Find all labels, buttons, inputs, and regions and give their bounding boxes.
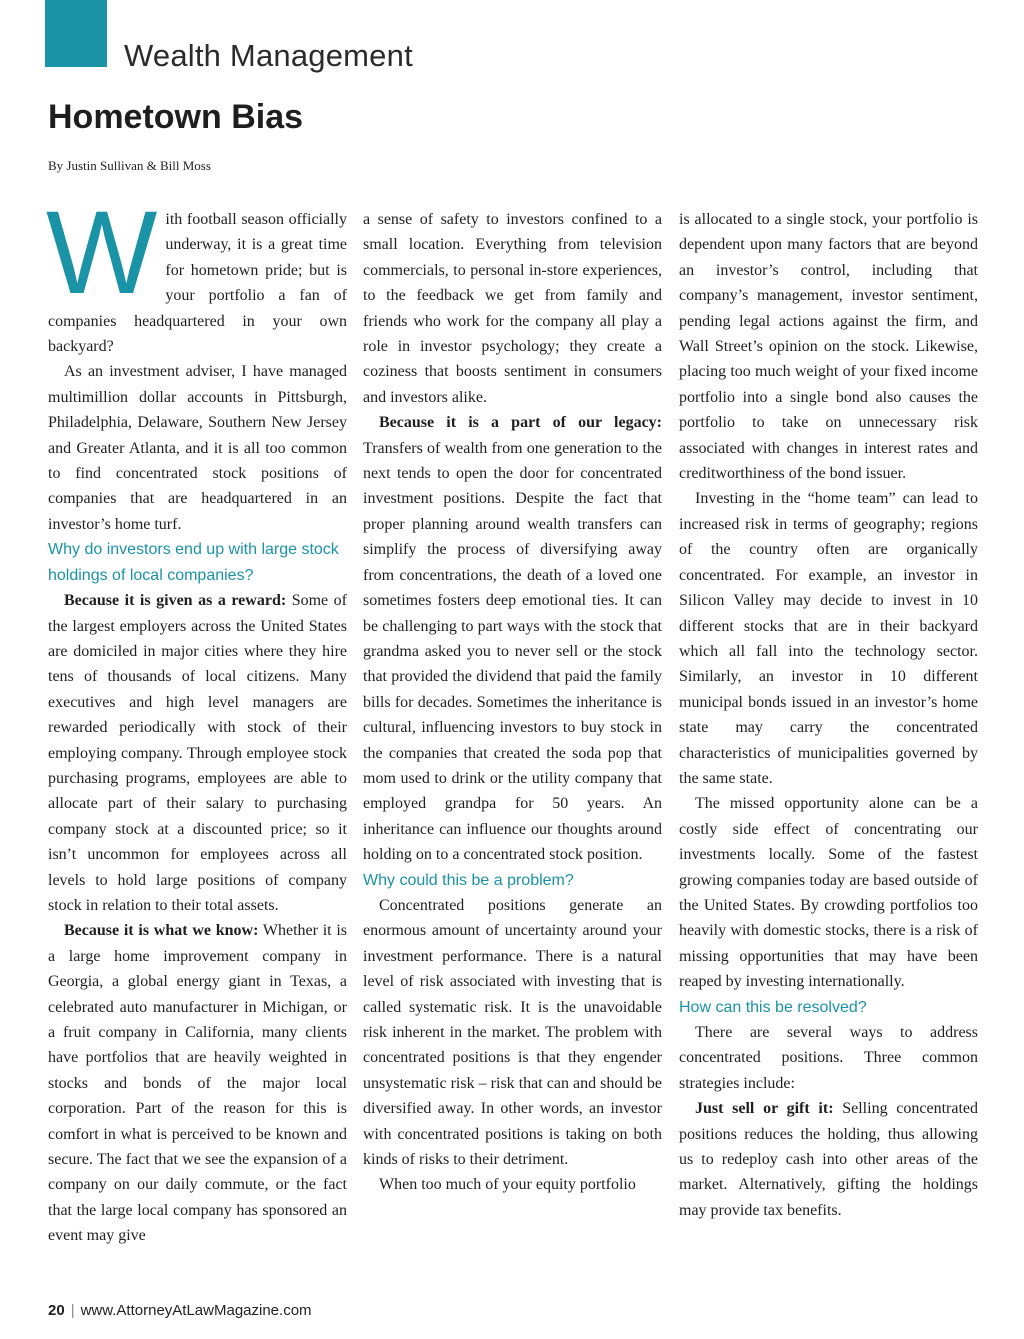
paragraph-lead: Because it is a part of our legacy: bbox=[379, 414, 662, 432]
paragraph-lead: Just sell or gift it: bbox=[695, 1100, 834, 1118]
paragraph-text: Transfers of wealth from one generation to the next tends to open the door for concentrated investment positions. Despite the fact that proper planning around wealth transfers can simplify the process of diversifying away from concentrations, the death of a loved one sometimes fosters deep emotional ties. It can be challenging to part ways with the stock that grandma asked you to never sell or the stock that provided the dividend that paid the family bills for decades. Sometimes the inheritance is cultural, influencing investors to buy stock in the companies that created the soda pop that mom used to drink or the utility company that employed grandpa for 50 years. An inheritance can influence our thoughts around holding on to a concentrated stock position. bbox=[363, 439, 662, 864]
paragraph bbox=[48, 588, 347, 918]
paragraph: is allocated to a single stock, your portfolio is dependent upon many factors that are beyond an investor’s control, including that company’s management, investor sentiment, pending legal actions against the firm, and Wall Street’s opinion on the stock. Likewise, placing too much weight of your fixed income portfolio into a single bond also causes the portfolio to take on unnecessary risk associated with changes in interest rates and creditworthiness of the bond issuer. bbox=[679, 211, 978, 483]
section-label: Wealth Management bbox=[124, 38, 413, 73]
byline: By Justin Sullivan & Bill Moss bbox=[48, 158, 211, 173]
article-title: Hometown Bias bbox=[48, 98, 304, 136]
paragraph: The missed opportunity alone can be a costly side effect of concentrating our investments locally. Some of the fastest growing companies today are based outside of the United States. By crowding portfolios too heavily with domestic stocks, there is a risk of missing opportunities that may have been reaped by investing internationally. bbox=[679, 795, 978, 991]
paragraph bbox=[48, 918, 347, 1248]
section-color-tab bbox=[45, 0, 107, 67]
paragraph: a sense of safety to investors confined to a small location. Everything from television commercials, to personal in-store experiences, to the feedback we get from family and friends who work for the company all play a role in investor psychology; they create a coziness that boosts sentiment in consumers and investors alike. bbox=[363, 211, 662, 406]
paragraph: Investing in the “home team” can lead to increased risk in terms of geography; regions of the country often are organically concentrated. For example, an investor in Silicon Valley may decide to invest in 10 different stocks that are in their backyard which all fall into the technology sector. Similarly, an investor in 10 different municipal bonds issued in an investor’s home state may carry the concentrated characteristics of municipalities governed by the same state. bbox=[679, 490, 978, 787]
paragraph-text: ith football season officially underway, it is a great time for hometown pride; but is your portfolio a fan of companies headquartered in your own backyard? bbox=[48, 211, 347, 356]
paragraph-text: Some of the largest employers across the United States are domiciled in major cities where they hire tens of thousands of local citizens. Many executives and high level managers are rewarded periodically with stock of their employing company. Through employee stock purchasing programs, employees are able to allocate part of their salary to purchasing company stock at a discounted price; so it isn’t uncommon for employees across all levels to hold large positions of company stock in relation to their total assets. bbox=[48, 592, 347, 914]
page-footer bbox=[48, 1302, 312, 1319]
paragraph: As an investment adviser, I have managed multimillion dollar accounts in Pittsburgh, Philadelphia, Delaware, Southern New Jersey and Greater Atlanta, and it is all too common to find concentrated stock positions of companies that are headquartered in an investor’s home turf. bbox=[48, 363, 347, 533]
footer-separator: | bbox=[70, 1302, 75, 1319]
article-column-2 bbox=[363, 207, 662, 1198]
paragraph-lead: Because it is what we know: bbox=[64, 922, 259, 940]
paragraph-lead: Because it is given as a reward: bbox=[64, 592, 287, 610]
subheading: Why do investors end up with large stock holdings of local companies? bbox=[48, 541, 339, 584]
intro-paragraph bbox=[46, 187, 347, 359]
paragraph-text: Selling concentrated positions reduces the holding, thus allowing us to redeploy cash into other areas of the market. Alternatively, gifting the holdings may provide tax benefits. bbox=[679, 1100, 979, 1219]
drop-cap: W bbox=[46, 187, 158, 319]
paragraph: When too much of your equity portfolio bbox=[379, 1176, 636, 1194]
article-column-1 bbox=[46, 187, 347, 1249]
subheading: How can this be resolved? bbox=[679, 998, 867, 1016]
page-number: 20 bbox=[48, 1302, 65, 1319]
subheading: Why could this be a problem? bbox=[363, 871, 574, 889]
paragraph-text: Whether it is a large home improvement company in Georgia, a global energy giant in Texas, a celebrated auto manufacturer in Michigan, or a fruit company in California, many clients have portfolios that are heavily weighted in stocks and bonds of the major local corporation. Part of the reason for this is comfort in what is perceived to be known and secure. The fact that we see the expansion of a company on our daily commute, or the fact that the large local company has sponsored an event may give bbox=[48, 922, 347, 1245]
paragraph bbox=[363, 410, 662, 867]
paragraph bbox=[679, 1096, 978, 1223]
magazine-url[interactable]: www.AttorneyAtLawMagazine.com bbox=[80, 1302, 312, 1319]
article-column-3 bbox=[679, 207, 978, 1223]
paragraph: There are several ways to address concentrated positions. Three common strategies include: bbox=[679, 1024, 978, 1092]
paragraph: Concentrated positions generate an enormous amount of uncertainty around your investment performance. There is a natural level of risk associated with investing that is called systematic risk. It is the unavoidable risk inherent in the market. The problem with concentrated positions is that they engender unsystematic risk – risk that can and should be diversified away. In other words, an investor with concentrated positions is taking on both kinds of risks to their detriment. bbox=[363, 896, 662, 1169]
